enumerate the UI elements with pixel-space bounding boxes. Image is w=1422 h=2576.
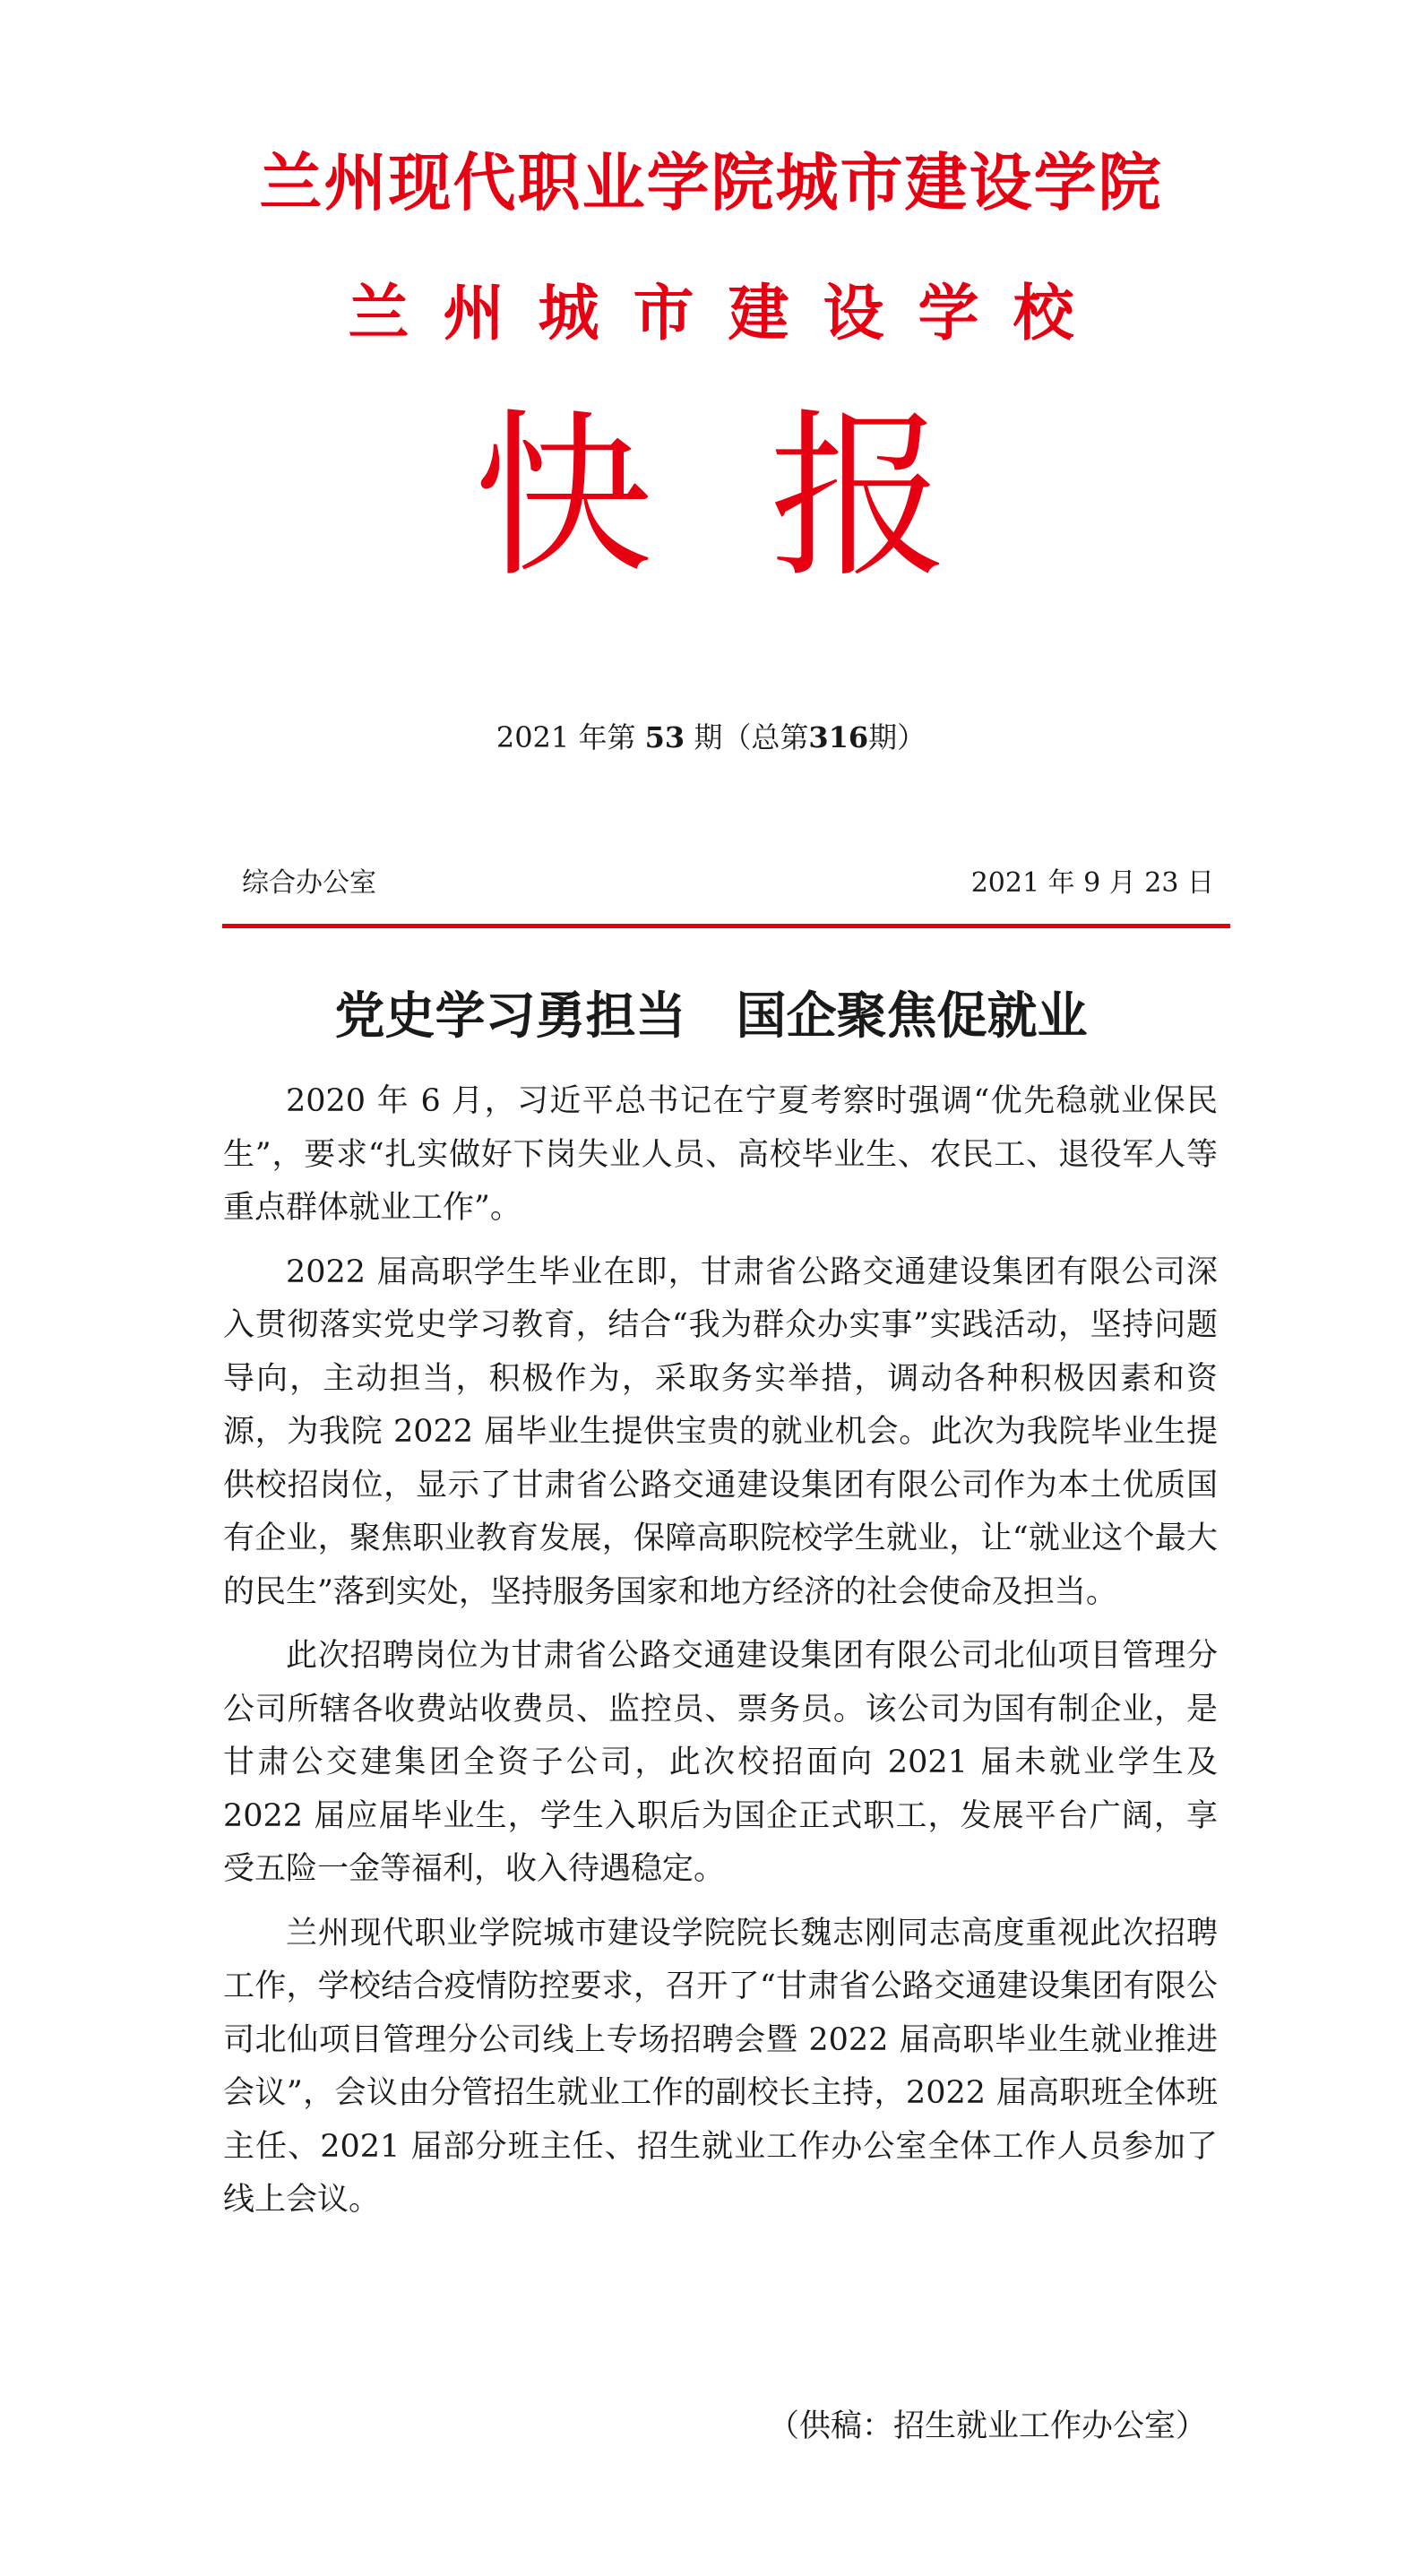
issue-year-prefix: 2021 年第 <box>496 720 636 754</box>
red-divider <box>222 924 1230 928</box>
article-paragraph: 2022 届高职学生毕业在即，甘肃省公路交通建设集团有限公司深入贯彻落实党史学习教育，结合“我为群众办实事”实践活动，坚持问题导向，主动担当，积极作为，采取务实举措，调动各种积极因素和资源，为我院 2022 届毕业生提供宝贵的就业机会。此次为我院毕业生提供校招岗位，显示了甘肃省公路交通建设集团有限公司作为本土优质国有企业，聚焦职业教育发展，保障高职院校学生就业，让“就业这个最大的民生”落到实处，坚持服务国家和地方经济的社会使命及担当。 <box>223 1254 1218 1610</box>
masthead-title: 快报 <box>473 393 1065 602</box>
article-paragraph: 此次招聘岗位为甘肃省公路交通建设集团有限公司北仙项目管理分公司所辖各收费站收费员、监控员、票务员。该公司为国有制企业，是甘肃公交建集团全资子公司，此次校招面向 2021 届未就业学生及 2022 届应届毕业生，学生入职后为国企正式职工，发展平台广阔，享受五险一金等福利，收入待遇稳定。 <box>223 1638 1218 1887</box>
masthead-org-line-1: 兰州现代职业学院城市建设学院 <box>259 146 1163 220</box>
article-paragraph: 兰州现代职业学院城市建设学院院长魏志刚同志高度重视此次招聘工作，学校结合疫情防控要求，召开了“甘肃省公路交通建设集团有限公司北仙项目管理分公司线上专场招聘会暨 2022 届高职毕业生就业推进会议”，会议由分管招生就业工作的副校长主持，2022 届高职班全体班主任、2021 届部分班主任、招生就业工作办公室全体工作人员参加了线上会议。 <box>223 1915 1218 2218</box>
article-paragraph: 2020 年 6 月，习近平总书记在宁夏考察时强调“优先稳就业保民生”，要求“扎实做好下岗失业人员、高校毕业生、农民工、退役军人等重点群体就业工作”。 <box>223 1083 1218 1226</box>
article-source: （供稿：招生就业工作办公室） <box>767 2408 1207 2444</box>
issue-date: 2021 年 9 月 23 日 <box>970 867 1214 899</box>
issue-suffix: 期（总第 <box>694 720 809 754</box>
issue-total-no: 316 <box>808 720 869 754</box>
issue-no: 53 <box>644 720 685 754</box>
article-headline: 党史学习勇担当 国企聚焦促就业 <box>334 987 1088 1046</box>
department: 综合办公室 <box>242 867 376 899</box>
article-body <box>223 1075 1218 2238</box>
issue-total-suffix: 期） <box>868 720 926 754</box>
masthead-org-line-2: 兰州城市建设学校 <box>348 279 1108 349</box>
issue-number <box>0 715 1422 756</box>
